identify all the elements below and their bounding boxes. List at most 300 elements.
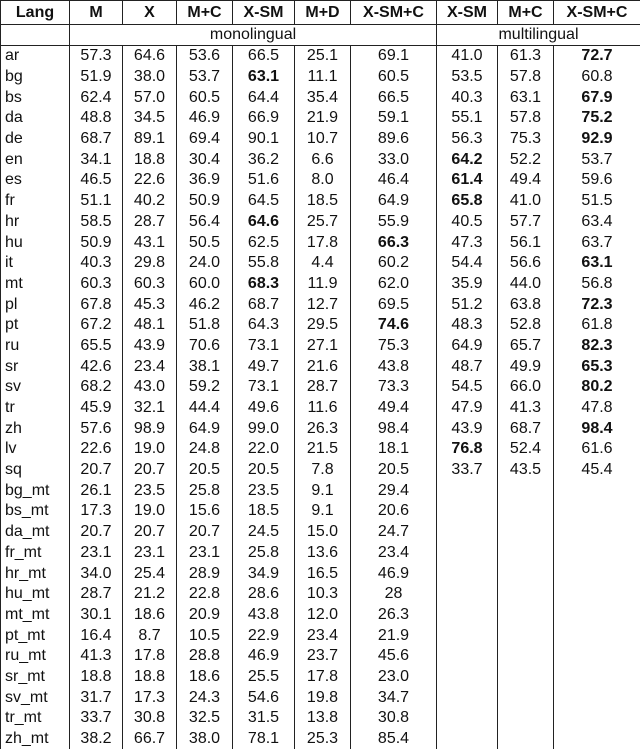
value-cell: 65.7	[498, 336, 554, 357]
value-cell: 51.9	[70, 67, 123, 88]
value-cell: 53.7	[177, 67, 233, 88]
value-cell: 30.8	[351, 708, 437, 729]
lang-cell: sr_mt	[1, 667, 70, 688]
value-cell	[498, 501, 554, 522]
column-header: Lang	[1, 1, 70, 25]
value-cell: 12.7	[295, 294, 351, 315]
lang-cell: en	[1, 149, 70, 170]
value-cell: 66.7	[123, 729, 177, 749]
value-cell: 18.6	[177, 667, 233, 688]
value-cell	[437, 563, 498, 584]
value-cell	[437, 625, 498, 646]
value-cell: 22.6	[70, 439, 123, 460]
value-cell: 16.5	[295, 563, 351, 584]
value-cell: 25.5	[233, 667, 295, 688]
lang-cell: lv	[1, 439, 70, 460]
value-cell: 92.9	[554, 129, 640, 150]
value-cell: 64.2	[437, 149, 498, 170]
value-cell: 73.1	[233, 336, 295, 357]
value-cell: 61.4	[437, 170, 498, 191]
value-cell: 46.9	[177, 108, 233, 129]
value-cell: 20.9	[177, 605, 233, 626]
value-cell: 64.6	[123, 46, 177, 67]
value-cell: 59.1	[351, 108, 437, 129]
value-cell: 34.5	[123, 108, 177, 129]
value-cell: 69.4	[177, 129, 233, 150]
value-cell: 57.7	[498, 212, 554, 233]
table-row	[1, 253, 640, 274]
value-cell: 9.1	[295, 480, 351, 501]
value-cell: 45.4	[554, 460, 640, 481]
value-cell: 35.4	[295, 87, 351, 108]
value-cell: 67.9	[554, 87, 640, 108]
value-cell: 82.3	[554, 336, 640, 357]
value-cell: 57.6	[70, 418, 123, 439]
value-cell: 9.1	[295, 501, 351, 522]
value-cell	[554, 646, 640, 667]
lang-cell: hu	[1, 232, 70, 253]
value-cell: 18.8	[70, 667, 123, 688]
value-cell: 29.5	[295, 315, 351, 336]
value-cell: 38.2	[70, 729, 123, 749]
value-cell	[554, 563, 640, 584]
value-cell: 53.7	[554, 149, 640, 170]
value-cell: 24.7	[351, 522, 437, 543]
lang-cell: ru	[1, 336, 70, 357]
value-cell: 36.9	[177, 170, 233, 191]
lang-cell: sv_mt	[1, 687, 70, 708]
table-row	[1, 232, 640, 253]
column-header: M+D	[295, 1, 351, 25]
value-cell: 49.6	[233, 398, 295, 419]
value-cell: 40.5	[437, 212, 498, 233]
lang-cell: es	[1, 170, 70, 191]
value-cell: 25.8	[177, 480, 233, 501]
value-cell: 23.7	[295, 646, 351, 667]
value-cell: 56.8	[554, 274, 640, 295]
table-row	[1, 274, 640, 295]
table-row	[1, 439, 640, 460]
value-cell: 49.4	[498, 170, 554, 191]
value-cell: 89.1	[123, 129, 177, 150]
value-cell: 46.5	[70, 170, 123, 191]
value-cell: 54.5	[437, 377, 498, 398]
value-cell	[554, 687, 640, 708]
value-cell: 28	[351, 584, 437, 605]
value-cell: 13.6	[295, 543, 351, 564]
value-cell: 57.8	[498, 67, 554, 88]
value-cell: 59.6	[554, 170, 640, 191]
value-cell: 66.9	[233, 108, 295, 129]
value-cell: 46.2	[177, 294, 233, 315]
table-row	[1, 543, 640, 564]
lang-cell: ar	[1, 46, 70, 67]
value-cell: 20.5	[233, 460, 295, 481]
value-cell	[437, 543, 498, 564]
value-cell	[554, 667, 640, 688]
value-cell: 40.3	[437, 87, 498, 108]
table-row	[1, 315, 640, 336]
value-cell: 46.9	[351, 563, 437, 584]
value-cell: 17.8	[295, 232, 351, 253]
value-cell: 20.7	[177, 522, 233, 543]
value-cell: 12.0	[295, 605, 351, 626]
lang-cell: mt_mt	[1, 605, 70, 626]
value-cell: 23.5	[233, 480, 295, 501]
value-cell: 75.2	[554, 108, 640, 129]
value-cell: 78.1	[233, 729, 295, 749]
value-cell: 42.6	[70, 356, 123, 377]
value-cell: 23.4	[123, 356, 177, 377]
column-header: M+C	[177, 1, 233, 25]
value-cell	[554, 584, 640, 605]
lang-cell: zh	[1, 418, 70, 439]
value-cell: 28.6	[233, 584, 295, 605]
value-cell: 34.7	[351, 687, 437, 708]
group-empty-cell	[1, 25, 70, 46]
value-cell: 18.8	[123, 149, 177, 170]
value-cell: 13.8	[295, 708, 351, 729]
value-cell: 40.2	[123, 191, 177, 212]
table-row	[1, 191, 640, 212]
value-cell: 48.3	[437, 315, 498, 336]
value-cell	[437, 522, 498, 543]
value-cell: 98.9	[123, 418, 177, 439]
value-cell: 60.3	[70, 274, 123, 295]
value-cell: 50.9	[70, 232, 123, 253]
value-cell: 30.1	[70, 605, 123, 626]
value-cell: 41.3	[70, 646, 123, 667]
column-header: X-SM+C	[351, 1, 437, 25]
value-cell: 56.1	[498, 232, 554, 253]
lang-cell: sr	[1, 356, 70, 377]
value-cell: 22.0	[233, 439, 295, 460]
value-cell: 22.8	[177, 584, 233, 605]
value-cell: 40.3	[70, 253, 123, 274]
value-cell: 20.7	[70, 460, 123, 481]
lang-cell: pl	[1, 294, 70, 315]
value-cell: 20.6	[351, 501, 437, 522]
value-cell: 69.1	[351, 46, 437, 67]
value-cell: 62.5	[233, 232, 295, 253]
value-cell: 17.8	[295, 667, 351, 688]
value-cell: 64.6	[233, 212, 295, 233]
table-row	[1, 480, 640, 501]
value-cell: 27.1	[295, 336, 351, 357]
value-cell: 56.4	[177, 212, 233, 233]
value-cell: 55.1	[437, 108, 498, 129]
value-cell: 43.8	[351, 356, 437, 377]
table-row	[1, 625, 640, 646]
value-cell: 8.0	[295, 170, 351, 191]
value-cell: 28.8	[177, 646, 233, 667]
lang-cell: sv	[1, 377, 70, 398]
value-cell: 60.3	[123, 274, 177, 295]
lang-cell: pt_mt	[1, 625, 70, 646]
value-cell: 51.6	[233, 170, 295, 191]
value-cell: 52.4	[498, 439, 554, 460]
value-cell: 20.5	[351, 460, 437, 481]
group-row	[1, 25, 640, 46]
value-cell: 60.8	[554, 67, 640, 88]
lang-cell: it	[1, 253, 70, 274]
table-row	[1, 294, 640, 315]
value-cell	[437, 480, 498, 501]
value-cell: 6.6	[295, 149, 351, 170]
value-cell: 49.9	[498, 356, 554, 377]
value-cell: 20.7	[123, 460, 177, 481]
value-cell: 10.3	[295, 584, 351, 605]
value-cell: 17.3	[123, 687, 177, 708]
value-cell: 61.3	[498, 46, 554, 67]
lang-cell: hr_mt	[1, 563, 70, 584]
header-row	[1, 1, 640, 25]
value-cell: 72.7	[554, 46, 640, 67]
value-cell: 60.5	[351, 67, 437, 88]
value-cell: 23.4	[351, 543, 437, 564]
table-row	[1, 170, 640, 191]
value-cell: 64.5	[233, 191, 295, 212]
value-cell: 20.7	[123, 522, 177, 543]
value-cell: 47.9	[437, 398, 498, 419]
value-cell: 52.2	[498, 149, 554, 170]
value-cell: 49.4	[351, 398, 437, 419]
lang-cell: fr_mt	[1, 543, 70, 564]
lang-cell: ru_mt	[1, 646, 70, 667]
table-row	[1, 687, 640, 708]
table-row	[1, 356, 640, 377]
value-cell: 68.7	[498, 418, 554, 439]
table-row	[1, 418, 640, 439]
value-cell	[498, 625, 554, 646]
value-cell: 26.3	[295, 418, 351, 439]
table-row	[1, 67, 640, 88]
value-cell: 90.1	[233, 129, 295, 150]
value-cell: 67.2	[70, 315, 123, 336]
value-cell: 18.6	[123, 605, 177, 626]
value-cell: 60.5	[177, 87, 233, 108]
group-multilingual: multilingual	[437, 25, 640, 46]
table-row	[1, 563, 640, 584]
value-cell: 65.5	[70, 336, 123, 357]
table-row	[1, 522, 640, 543]
column-header: X	[123, 1, 177, 25]
lang-cell: bg_mt	[1, 480, 70, 501]
value-cell: 45.6	[351, 646, 437, 667]
value-cell: 85.4	[351, 729, 437, 749]
value-cell: 54.4	[437, 253, 498, 274]
value-cell: 73.3	[351, 377, 437, 398]
value-cell: 64.9	[351, 191, 437, 212]
value-cell	[498, 667, 554, 688]
value-cell: 66.3	[351, 232, 437, 253]
value-cell: 89.6	[351, 129, 437, 150]
value-cell: 33.7	[437, 460, 498, 481]
table-row	[1, 501, 640, 522]
value-cell: 76.8	[437, 439, 498, 460]
value-cell: 68.7	[70, 129, 123, 150]
value-cell: 98.4	[351, 418, 437, 439]
value-cell: 26.3	[351, 605, 437, 626]
value-cell: 61.8	[554, 315, 640, 336]
group-monolingual: monolingual	[70, 25, 437, 46]
value-cell: 59.2	[177, 377, 233, 398]
value-cell	[554, 543, 640, 564]
value-cell: 75.3	[498, 129, 554, 150]
value-cell: 16.4	[70, 625, 123, 646]
value-cell: 74.6	[351, 315, 437, 336]
value-cell: 18.5	[295, 191, 351, 212]
value-cell	[554, 708, 640, 729]
value-cell: 21.5	[295, 439, 351, 460]
value-cell: 57.3	[70, 46, 123, 67]
value-cell: 67.8	[70, 294, 123, 315]
table-row	[1, 108, 640, 129]
value-cell	[498, 708, 554, 729]
value-cell: 43.1	[123, 232, 177, 253]
value-cell	[437, 667, 498, 688]
value-cell: 20.5	[177, 460, 233, 481]
value-cell: 11.6	[295, 398, 351, 419]
lang-cell: da_mt	[1, 522, 70, 543]
value-cell	[554, 501, 640, 522]
value-cell: 38.1	[177, 356, 233, 377]
value-cell: 30.4	[177, 149, 233, 170]
value-cell: 24.8	[177, 439, 233, 460]
value-cell: 46.9	[233, 646, 295, 667]
value-cell: 63.8	[498, 294, 554, 315]
value-cell: 80.2	[554, 377, 640, 398]
value-cell: 65.8	[437, 191, 498, 212]
value-cell: 11.1	[295, 67, 351, 88]
value-cell: 50.9	[177, 191, 233, 212]
value-cell: 32.1	[123, 398, 177, 419]
value-cell: 21.6	[295, 356, 351, 377]
value-cell: 31.7	[70, 687, 123, 708]
value-cell: 38.0	[123, 67, 177, 88]
value-cell: 51.2	[437, 294, 498, 315]
value-cell: 56.3	[437, 129, 498, 150]
value-cell: 4.4	[295, 253, 351, 274]
value-cell: 18.5	[233, 501, 295, 522]
table-row	[1, 646, 640, 667]
table-row	[1, 398, 640, 419]
value-cell: 61.6	[554, 439, 640, 460]
lang-cell: sq	[1, 460, 70, 481]
value-cell: 23.5	[123, 480, 177, 501]
value-cell	[498, 480, 554, 501]
value-cell: 18.1	[351, 439, 437, 460]
value-cell	[437, 687, 498, 708]
value-cell	[437, 501, 498, 522]
value-cell: 35.9	[437, 274, 498, 295]
table-row	[1, 212, 640, 233]
value-cell: 60.0	[177, 274, 233, 295]
value-cell: 64.4	[233, 87, 295, 108]
lang-cell: tr_mt	[1, 708, 70, 729]
value-cell: 41.0	[498, 191, 554, 212]
table-row	[1, 605, 640, 626]
value-cell: 48.7	[437, 356, 498, 377]
value-cell: 50.5	[177, 232, 233, 253]
value-cell	[554, 480, 640, 501]
value-cell: 66.0	[498, 377, 554, 398]
value-cell: 68.3	[233, 274, 295, 295]
column-header: M+C	[498, 1, 554, 25]
value-cell: 28.7	[70, 584, 123, 605]
value-cell	[498, 522, 554, 543]
value-cell: 25.8	[233, 543, 295, 564]
value-cell: 19.0	[123, 501, 177, 522]
value-cell	[554, 729, 640, 749]
value-cell: 70.6	[177, 336, 233, 357]
value-cell: 55.8	[233, 253, 295, 274]
value-cell: 23.0	[351, 667, 437, 688]
value-cell: 63.7	[554, 232, 640, 253]
lang-cell: bs_mt	[1, 501, 70, 522]
value-cell: 75.3	[351, 336, 437, 357]
value-cell: 33.7	[70, 708, 123, 729]
value-cell: 34.0	[70, 563, 123, 584]
value-cell	[498, 584, 554, 605]
value-cell: 55.9	[351, 212, 437, 233]
value-cell: 66.5	[233, 46, 295, 67]
value-cell	[498, 687, 554, 708]
value-cell: 43.0	[123, 377, 177, 398]
value-cell: 23.1	[70, 543, 123, 564]
value-cell: 25.3	[295, 729, 351, 749]
lang-cell: hu_mt	[1, 584, 70, 605]
lang-cell: tr	[1, 398, 70, 419]
value-cell: 20.7	[70, 522, 123, 543]
table-row	[1, 377, 640, 398]
lang-cell: da	[1, 108, 70, 129]
value-cell: 26.1	[70, 480, 123, 501]
value-cell: 24.5	[233, 522, 295, 543]
value-cell	[554, 625, 640, 646]
value-cell	[554, 605, 640, 626]
value-cell: 47.3	[437, 232, 498, 253]
column-header: X-SM	[437, 1, 498, 25]
table-row	[1, 336, 640, 357]
value-cell: 45.3	[123, 294, 177, 315]
value-cell: 38.0	[177, 729, 233, 749]
value-cell: 65.3	[554, 356, 640, 377]
value-cell: 24.3	[177, 687, 233, 708]
value-cell: 30.8	[123, 708, 177, 729]
value-cell: 29.4	[351, 480, 437, 501]
value-cell: 64.9	[177, 418, 233, 439]
value-cell: 69.5	[351, 294, 437, 315]
value-cell: 25.7	[295, 212, 351, 233]
value-cell: 72.3	[554, 294, 640, 315]
value-cell: 33.0	[351, 149, 437, 170]
lang-cell: de	[1, 129, 70, 150]
value-cell: 7.8	[295, 460, 351, 481]
lang-cell: zh_mt	[1, 729, 70, 749]
value-cell: 32.5	[177, 708, 233, 729]
table-row	[1, 87, 640, 108]
value-cell: 17.8	[123, 646, 177, 667]
value-cell: 25.4	[123, 563, 177, 584]
value-cell: 28.7	[295, 377, 351, 398]
value-cell: 68.7	[233, 294, 295, 315]
value-cell: 47.8	[554, 398, 640, 419]
value-cell: 41.3	[498, 398, 554, 419]
value-cell: 17.3	[70, 501, 123, 522]
value-cell: 23.4	[295, 625, 351, 646]
value-cell: 53.5	[437, 67, 498, 88]
